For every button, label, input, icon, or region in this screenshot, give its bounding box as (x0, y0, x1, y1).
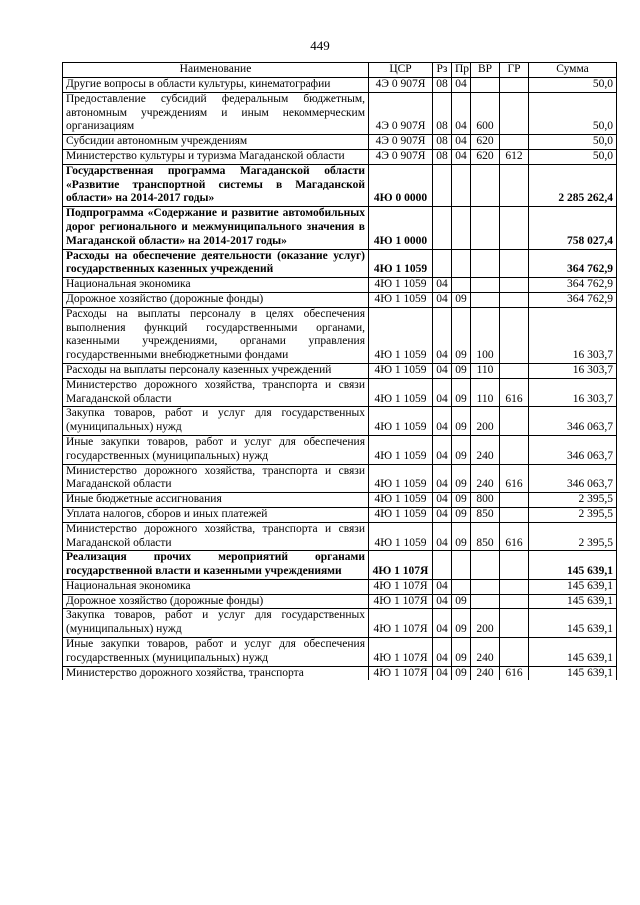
row-sum: 145 639,1 (529, 594, 617, 609)
table-row (63, 207, 617, 249)
row-rz: 04 (433, 363, 452, 378)
row-pr: 09 (452, 522, 471, 551)
row-pr: 09 (452, 363, 471, 378)
row-pr: 04 (452, 149, 471, 164)
row-csr: 4Ю 1 1059 (369, 522, 433, 551)
row-csr: 4Ю 1 1059 (369, 493, 433, 508)
row-csr: 4Ю 1 107Я (369, 666, 433, 680)
row-vr (471, 594, 500, 609)
row-gr (500, 207, 529, 249)
row-vr (471, 207, 500, 249)
row-vr: 850 (471, 507, 500, 522)
row-pr: 09 (452, 407, 471, 436)
row-gr (500, 92, 529, 134)
row-pr: 09 (452, 493, 471, 508)
row-name: Уплата налогов, сборов и иных платежей (63, 507, 369, 522)
row-sum: 2 395,5 (529, 507, 617, 522)
table-row (63, 551, 617, 580)
row-vr: 200 (471, 407, 500, 436)
row-rz: 08 (433, 78, 452, 93)
row-pr: 09 (452, 666, 471, 680)
row-vr: 800 (471, 493, 500, 508)
row-gr (500, 579, 529, 594)
row-pr: 09 (452, 594, 471, 609)
row-vr: 110 (471, 363, 500, 378)
row-rz: 04 (433, 666, 452, 680)
row-gr (500, 278, 529, 293)
table-row (63, 507, 617, 522)
row-gr: 616 (500, 522, 529, 551)
row-csr: 4Э 0 907Я (369, 78, 433, 93)
row-pr: 09 (452, 464, 471, 493)
row-csr: 4Ю 1 1059 (369, 363, 433, 378)
table-row (63, 378, 617, 407)
row-gr (500, 551, 529, 580)
row-name: Другие вопросы в области культуры, кинематографии (63, 78, 369, 93)
row-gr (500, 78, 529, 93)
row-gr (500, 493, 529, 508)
row-rz (433, 207, 452, 249)
row-vr: 100 (471, 307, 500, 363)
row-csr: 4Ю 1 107Я (369, 638, 433, 667)
row-rz (433, 164, 452, 206)
row-pr: 04 (452, 92, 471, 134)
row-gr: 612 (500, 149, 529, 164)
table-body (63, 78, 617, 681)
row-pr (452, 551, 471, 580)
row-name: Дорожное хозяйство (дорожные фонды) (63, 292, 369, 307)
row-name: Министерство дорожного хозяйства, транспорта и связи Магаданской области (63, 522, 369, 551)
row-csr: 4Э 0 907Я (369, 92, 433, 134)
row-csr: 4Ю 1 1059 (369, 435, 433, 464)
row-pr (452, 164, 471, 206)
row-name: Иные закупки товаров, работ и услуг для обеспечения государственных (муниципальных) нужд (63, 638, 369, 667)
row-csr: 4Ю 1 0000 (369, 207, 433, 249)
row-pr: 04 (452, 135, 471, 150)
row-gr (500, 292, 529, 307)
row-sum: 346 063,7 (529, 464, 617, 493)
row-rz: 04 (433, 407, 452, 436)
table-row (63, 78, 617, 93)
row-gr (500, 638, 529, 667)
table-row (63, 164, 617, 206)
row-gr (500, 249, 529, 278)
row-sum: 758 027,4 (529, 207, 617, 249)
row-csr: 4Ю 1 1059 (369, 307, 433, 363)
row-csr: 4Ю 1 1059 (369, 464, 433, 493)
row-sum: 2 395,5 (529, 522, 617, 551)
row-rz: 04 (433, 609, 452, 638)
row-sum: 364 762,9 (529, 292, 617, 307)
table-row (63, 609, 617, 638)
row-rz: 04 (433, 278, 452, 293)
row-name: Расходы на выплаты персоналу казенных учреждений (63, 363, 369, 378)
table-row (63, 278, 617, 293)
row-gr (500, 594, 529, 609)
row-rz: 04 (433, 292, 452, 307)
row-name: Иные бюджетные ассигнования (63, 493, 369, 508)
row-vr: 620 (471, 149, 500, 164)
row-pr: 09 (452, 292, 471, 307)
row-csr: 4Ю 1 1059 (369, 378, 433, 407)
row-vr: 850 (471, 522, 500, 551)
row-vr (471, 164, 500, 206)
header-sum: Сумма (529, 63, 617, 78)
row-gr: 616 (500, 464, 529, 493)
row-rz (433, 551, 452, 580)
row-sum: 346 063,7 (529, 407, 617, 436)
row-gr: 616 (500, 378, 529, 407)
row-vr (471, 249, 500, 278)
row-name: Расходы на выплаты персоналу в целях обеспечения выполнения функций государственными органами, казенными учреждениями, органами управления государственными внебюджетными фондами (63, 307, 369, 363)
table-row (63, 363, 617, 378)
table-row (63, 579, 617, 594)
row-csr: 4Ю 1 1059 (369, 507, 433, 522)
row-sum: 16 303,7 (529, 378, 617, 407)
row-vr (471, 551, 500, 580)
row-pr: 09 (452, 507, 471, 522)
row-name: Расходы на обеспечение деятельности (оказание услуг) государственных казенных учреждений (63, 249, 369, 278)
header-vr: ВР (471, 63, 500, 78)
row-rz: 04 (433, 435, 452, 464)
page-number: 449 (310, 38, 330, 53)
row-sum: 145 639,1 (529, 609, 617, 638)
row-vr: 240 (471, 464, 500, 493)
row-vr (471, 278, 500, 293)
table-row (63, 435, 617, 464)
row-name: Субсидии автономным учреждениям (63, 135, 369, 150)
row-rz: 04 (433, 522, 452, 551)
row-rz: 04 (433, 579, 452, 594)
row-gr (500, 609, 529, 638)
row-gr (500, 435, 529, 464)
row-rz: 04 (433, 378, 452, 407)
row-pr (452, 207, 471, 249)
row-vr: 240 (471, 638, 500, 667)
row-gr (500, 135, 529, 150)
table-row (63, 666, 617, 680)
row-rz (433, 249, 452, 278)
row-pr: 09 (452, 378, 471, 407)
row-pr (452, 249, 471, 278)
row-csr: 4Ю 1 107Я (369, 609, 433, 638)
table-row (63, 292, 617, 307)
row-vr (471, 292, 500, 307)
row-sum: 2 285 262,4 (529, 164, 617, 206)
row-gr (500, 407, 529, 436)
row-pr: 09 (452, 307, 471, 363)
row-vr (471, 579, 500, 594)
row-gr (500, 507, 529, 522)
row-sum: 16 303,7 (529, 363, 617, 378)
row-rz: 08 (433, 92, 452, 134)
row-pr: 04 (452, 78, 471, 93)
row-csr: 4Ю 1 1059 (369, 278, 433, 293)
row-gr (500, 164, 529, 206)
budget-table (62, 62, 617, 680)
row-name: Министерство дорожного хозяйства, транспорта и связи Магаданской области (63, 464, 369, 493)
row-sum: 145 639,1 (529, 579, 617, 594)
row-vr: 600 (471, 92, 500, 134)
row-pr: 09 (452, 609, 471, 638)
row-name: Закупка товаров, работ и услуг для государственных (муниципальных) нужд (63, 609, 369, 638)
row-sum: 50,0 (529, 78, 617, 93)
row-vr: 620 (471, 135, 500, 150)
row-rz: 04 (433, 594, 452, 609)
row-sum: 16 303,7 (529, 307, 617, 363)
table-row (63, 92, 617, 134)
row-name: Закупка товаров, работ и услуг для государственных (муниципальных) нужд (63, 407, 369, 436)
row-gr: 616 (500, 666, 529, 680)
table-row (63, 249, 617, 278)
row-sum: 50,0 (529, 135, 617, 150)
row-vr (471, 78, 500, 93)
row-sum: 364 762,9 (529, 249, 617, 278)
row-name: Государственная программа Магаданской области «Развитие транспортной системы в Магаданской области» на 2014-2017 годы» (63, 164, 369, 206)
row-pr (452, 579, 471, 594)
row-name: Министерство дорожного хозяйства, транспорта и связи Магаданской области (63, 378, 369, 407)
row-rz: 04 (433, 307, 452, 363)
table-row (63, 307, 617, 363)
row-sum: 50,0 (529, 149, 617, 164)
row-name: Национальная экономика (63, 579, 369, 594)
row-vr: 200 (471, 609, 500, 638)
row-name: Дорожное хозяйство (дорожные фонды) (63, 594, 369, 609)
row-sum: 346 063,7 (529, 435, 617, 464)
row-sum: 50,0 (529, 92, 617, 134)
header-name: Наименование (63, 63, 369, 78)
header-gr: ГР (500, 63, 529, 78)
row-rz: 04 (433, 464, 452, 493)
row-vr: 240 (471, 435, 500, 464)
table-row (63, 493, 617, 508)
table-header-row (63, 63, 617, 78)
table-row (63, 638, 617, 667)
row-gr (500, 363, 529, 378)
row-name: Министерство культуры и туризма Магаданской области (63, 149, 369, 164)
row-csr: 4Э 0 907Я (369, 135, 433, 150)
row-gr (500, 307, 529, 363)
row-pr: 09 (452, 435, 471, 464)
row-name: Национальная экономика (63, 278, 369, 293)
row-rz: 04 (433, 493, 452, 508)
row-csr: 4Э 0 907Я (369, 149, 433, 164)
row-csr: 4Ю 1 107Я (369, 551, 433, 580)
row-name: Иные закупки товаров, работ и услуг для обеспечения государственных (муниципальных) нужд (63, 435, 369, 464)
row-vr: 110 (471, 378, 500, 407)
table-row (63, 522, 617, 551)
row-csr: 4Ю 0 0000 (369, 164, 433, 206)
row-sum: 145 639,1 (529, 638, 617, 667)
row-rz: 04 (433, 638, 452, 667)
table-row (63, 135, 617, 150)
row-csr: 4Ю 1 107Я (369, 594, 433, 609)
row-sum: 364 762,9 (529, 278, 617, 293)
row-csr: 4Ю 1 1059 (369, 249, 433, 278)
row-vr: 240 (471, 666, 500, 680)
row-rz: 08 (433, 149, 452, 164)
row-csr: 4Ю 1 1059 (369, 292, 433, 307)
header-pr: Пр (452, 63, 471, 78)
table-row (63, 594, 617, 609)
row-sum: 145 639,1 (529, 666, 617, 680)
table-row (63, 149, 617, 164)
row-name: Министерство дорожного хозяйства, транспорта (63, 666, 369, 680)
row-csr: 4Ю 1 107Я (369, 579, 433, 594)
table-row (63, 407, 617, 436)
header-rz: Рз (433, 63, 452, 78)
header-csr: ЦСР (369, 63, 433, 78)
row-name: Предоставление субсидий федеральным бюджетным, автономным учреждениям и иным некоммерческим организациям (63, 92, 369, 134)
row-rz: 08 (433, 135, 452, 150)
row-rz: 04 (433, 507, 452, 522)
row-csr: 4Ю 1 1059 (369, 407, 433, 436)
row-name: Реализация прочих мероприятий органами государственной власти и казенными учреждениями (63, 551, 369, 580)
table-row (63, 464, 617, 493)
row-pr: 09 (452, 638, 471, 667)
row-sum: 2 395,5 (529, 493, 617, 508)
row-sum: 145 639,1 (529, 551, 617, 580)
row-pr (452, 278, 471, 293)
row-name: Подпрограмма «Содержание и развитие автомобильных дорог регионального и межмуниципального значения в Магаданской области» на 2014-2017 годы» (63, 207, 369, 249)
